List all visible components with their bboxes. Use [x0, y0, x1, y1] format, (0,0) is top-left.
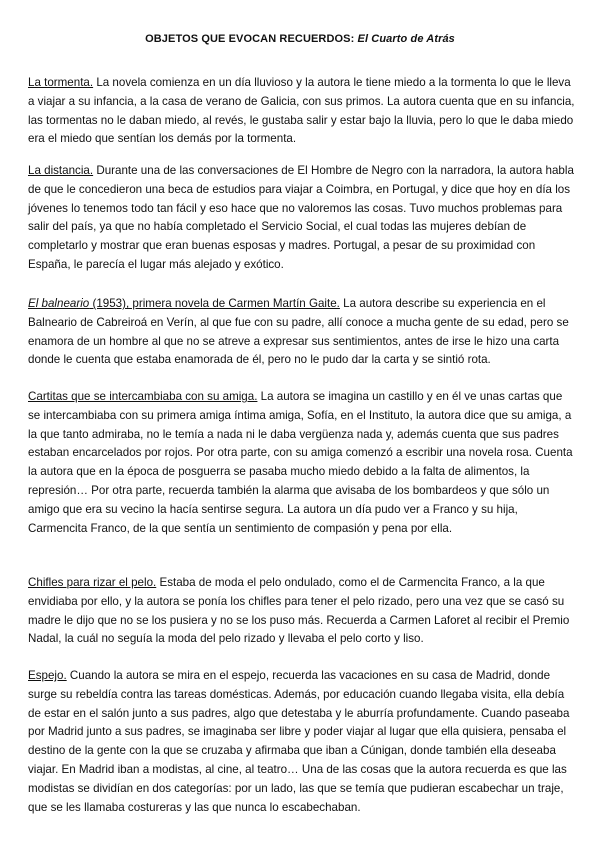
section-heading: La distancia.: [28, 164, 94, 177]
page-title-book: El Cuarto de Atrás: [357, 33, 455, 45]
page-title: [0, 33, 600, 45]
section-body: La novela comienza en un día lluvioso y la autora le tiene miedo a la tormenta lo que le lleva a viajar a su infancia, a la casa de verano de Galicia, con sus primos. La autora cuenta que en su infancia, las tormentas no le daban miedo, al revés, le gustaba salir y estar bajo la lluvia, pero lo que le daba miedo era el miedo que sentían los demás por la tormenta.: [28, 76, 575, 146]
paragraph-tormenta: [28, 74, 576, 149]
section-heading-title: El balneario: [28, 297, 90, 310]
section-heading: (1953), primera novela de Carmen Martín Gaite.: [89, 297, 340, 310]
section-body: Durante una de las conversaciones de El Hombre de Negro con la narradora, la autora habla de que le concedieron una beca de estudios para viajar a Coimbra, en Portugal, y dice que hoy en día los jóvenes lo tenemos todo tan fácil y eso hace que no valoremos las cosas. Tuvo muchos problemas para salir del país, ya que no había completado el Servicio Social, el cual todas las mujeres debían de completarlo y mostrar que eran buenas esposas y madres. Portugal, a pesar de su proximidad con España, le parecía el lugar más alejado y exótico.: [28, 164, 574, 271]
paragraph-balneario: [28, 295, 576, 370]
section-body: Cuando la autora se mira en el espejo, recuerda las vacaciones en su casa de Madrid, donde surge su rebeldía contra las tareas domésticas. Además, por educación cuando llegaba visita, ella debía de estar en el salón junto a sus padres, algo que detestaba y le aburría profundamente. Cuando paseaba por Madrid junto a sus padres, se imaginaba ser libre y poder viajar al lugar que ella quisiera, pensaba el destino de la gente con la que se cruzaba y afirmaba que iban a Cúnigan, donde también ella deseaba viajar. En Madrid iban a modistas, al cine, al teatro… Una de las cosas que la autora recuerda es que las modistas se dividían en dos categorías: por un lado, las que se temía que pudieran escabechar un traje, que se les llamaba costureras y las que nunca lo escabechaban.: [28, 669, 570, 814]
section-body: La autora describe su experiencia en el Balneario de Cabreiroá en Verín, al que fue con su padre, allí conoce a mucha gente de su edad, pero se enamora de un hombre al que no se atreve a expresar sus sentimientos, antes de irse le hizo una carta donde le cuenta que estaba enamorada de él, pero no le pudo dar la carta y se sintió rota.: [28, 297, 569, 367]
paragraph-cartitas: [28, 388, 576, 538]
section-body: Estaba de moda el pelo ondulado, como el de Carmencita Franco, a la que envidiaba por ello, y la autora se ponía los chifles para tener el pelo rizado, pero una vez que se casó su madre le dijo que no se los pusiera y no se los puso más. Recuerda a Carmen Laforet al recibir el Premio Nadal, la cuál no seguía la moda del pelo rizado y llevaba el pelo corto y liso.: [28, 576, 570, 646]
paragraph-espejo: [28, 667, 576, 817]
section-heading: Chifles para rizar el pelo.: [28, 576, 157, 589]
section-body: La autora se imagina un castillo y en él ve unas cartas que se intercambiaba con su primera amiga íntima amiga, Sofía, en el Instituto, la autora dice que su amiga, a la que tanto admiraba, no le temía a nada ni le daba vergüenza nada y, además cuenta que sus padres estaban encarcelados por rojos. Por otra parte, con su amiga comenzó a escribir una novela rosa. Cuenta la autora que en la época de posguerra se pasaba mucho miedo debido a la falta de alimentos, la represión… Por otra parte, recuerda también la alarma que avisaba de los bombardeos y que sólo un amigo que era su vecino la hacía sentirse segura. La autora un día pudo ver a Franco y su hija, Carmencita Franco, de la que sentía un sentimiento de compasión y pena por ella.: [28, 390, 573, 535]
section-heading: Espejo.: [28, 669, 67, 682]
paragraph-distancia: [28, 162, 576, 275]
section-heading: La tormenta.: [28, 76, 94, 89]
paragraph-chifles: [28, 574, 576, 649]
section-heading: Cartitas que se intercambiaba con su amiga.: [28, 390, 258, 403]
page-title-main: OBJETOS QUE EVOCAN RECUERDOS:: [145, 33, 358, 45]
